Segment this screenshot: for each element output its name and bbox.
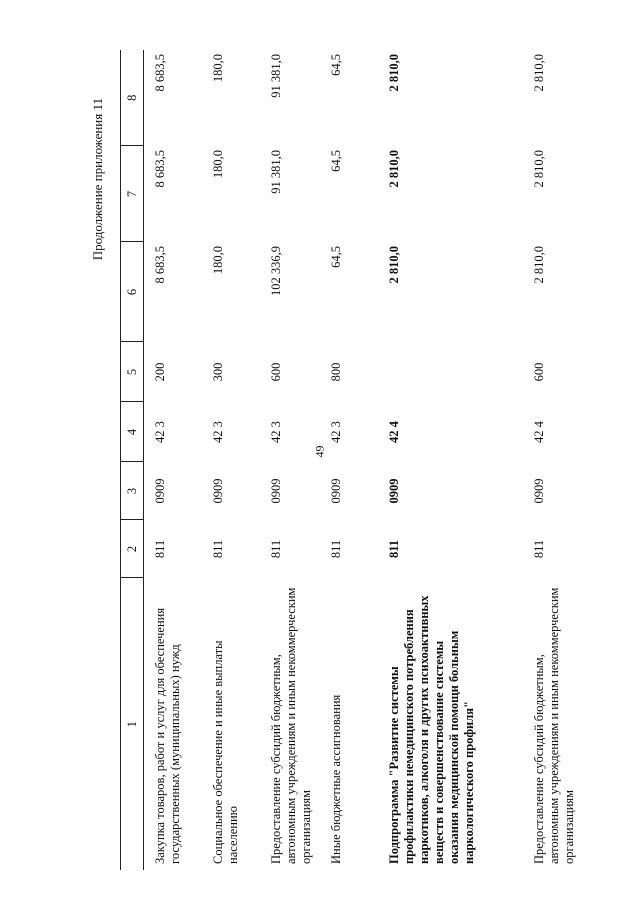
budget-table [120,50,613,870]
column-header: 4 [121,402,144,462]
subprogram-name: Подпрограмма "Развитие системы профилактики немедицинского потребления наркотиков, алкоголя и других психоактивных веществ и совершенствование системы оказания медицинской помощи больным наркологического профиля" [386,595,476,864]
section-code: 0909 [268,478,283,504]
column-header: 8 [121,50,144,146]
expense-name: Предоставление субсидий бюджетным, автономным учреждениям и иным некоммерческим организациям [531,587,576,864]
amount-col6: 2 810,0 [531,246,546,284]
expense-name: Иные бюджетные ассигнования [328,694,343,864]
column-header: 5 [121,342,144,402]
amount-col7: 2 810,0 [531,150,546,188]
target-code: 42 4 [386,421,401,443]
expense-type-code: 600 [531,362,546,382]
amount-col7: 2 810,0 [386,150,401,188]
column-header: 2 [121,520,144,578]
amount-col8: 2 810,0 [386,54,401,92]
section-code: 0909 [386,478,401,504]
section-code: 0909 [210,478,225,504]
expense-type-code: 200 [153,362,167,382]
column-header: 7 [121,146,144,242]
expense-type-code: 800 [328,362,343,382]
section-code: 0909 [153,478,167,504]
expense-name: Социальное обеспечение и иные выплаты населению [210,640,240,864]
rotated-page-content [88,50,640,870]
amount-col7: 180,0 [210,150,225,179]
page-number: 49 [312,445,327,458]
amount-col8: 64,5 [328,54,343,76]
ministry-code: 811 [386,539,401,559]
table-row [523,50,613,870]
amount-col6: 102 336,9 [268,246,283,296]
subprogram-row [378,50,523,870]
table-row [202,50,260,870]
ministry-code: 811 [531,539,546,559]
ministry-code: 811 [268,539,283,559]
column-header: 3 [121,462,144,520]
amount-col8: 180,0 [210,54,225,83]
amount-col6: 8 683,5 [153,246,167,284]
section-code: 0909 [328,478,343,504]
expense-type-code: 300 [210,362,225,382]
target-code: 42 3 [210,421,225,443]
target-code: 42 4 [531,421,546,443]
target-code: 42 3 [268,421,283,443]
table-row [260,50,320,870]
amount-col7: 64,5 [328,150,343,172]
amount-col8: 8 683,5 [153,54,167,92]
target-code: 42 3 [153,421,167,443]
table-row [320,50,378,870]
amount-col7: 91 381,0 [268,150,283,194]
ministry-code: 811 [328,539,343,559]
column-number-row [121,50,144,870]
table-row [144,50,202,870]
amount-col6: 180,0 [210,246,225,275]
appendix-caption: Продолжение приложения 11 [90,98,105,261]
amount-col7: 8 683,5 [153,150,167,188]
expense-name: Закупка товаров, работ и услуг для обеспечения государственных (муниципальных) нужд [153,607,182,864]
column-header: 6 [121,242,144,342]
ministry-code: 811 [210,539,225,559]
amount-col6: 2 810,0 [386,246,401,284]
column-header: 1 [121,578,144,870]
expense-type-code: 600 [268,362,283,382]
ministry-code: 811 [153,539,167,559]
expense-name: Предоставление субсидий бюджетным, автономным учреждениям и иным некоммерческим организациям [268,587,313,864]
amount-col8: 2 810,0 [531,54,546,92]
target-code: 42 3 [328,421,343,443]
expense-type-code [378,342,523,402]
section-code: 0909 [531,478,546,504]
amount-col8: 91 381,0 [268,54,283,98]
amount-col6: 64,5 [328,246,343,268]
